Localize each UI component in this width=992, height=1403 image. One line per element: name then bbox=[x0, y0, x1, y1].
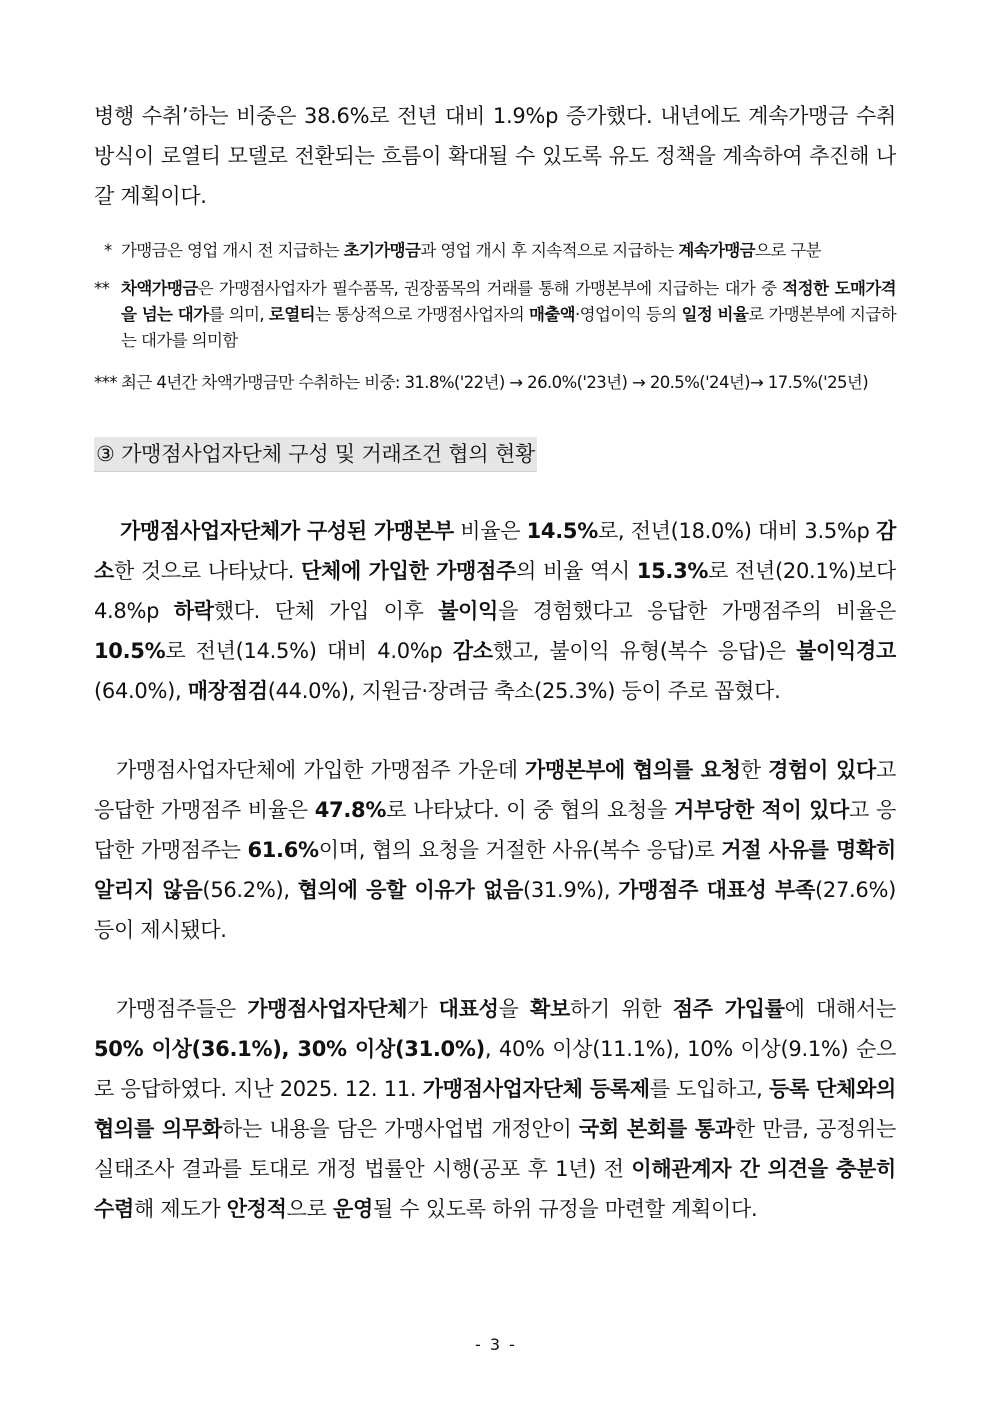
emphasis-text: 가맹점사업자단체 bbox=[247, 997, 408, 1021]
paragraph-3 bbox=[94, 989, 896, 1229]
emphasis-text: 불이익 bbox=[438, 599, 499, 623]
footnote-1 bbox=[104, 238, 896, 264]
body-text: 에 대해서는 bbox=[784, 997, 896, 1021]
body-text: 했다. 단체 가입 이후 bbox=[213, 599, 439, 623]
body-text: , 40% 이상(11.1%), 10% 이상(9.1%) 순으로 응답하였다. 지난 2025. 12. 11. bbox=[94, 1037, 896, 1101]
paragraph-line: 계속하여 추진해 나갈 계획이다. bbox=[94, 144, 896, 208]
emphasis-text: 감소 bbox=[94, 519, 896, 583]
footnote-text: 는 통상적으로 가맹점사업자의 bbox=[314, 305, 529, 324]
emphasis-text: 협의에 응할 이유가 없음 bbox=[297, 878, 523, 902]
footnote-emphasis: 로열티 bbox=[268, 305, 315, 324]
footnote-emphasis: 초기가맹금 bbox=[343, 241, 421, 260]
footnote-marker: ** bbox=[94, 279, 110, 298]
footnote-text: 최근 4년간 차액가맹금만 수취하는 비중: 31.8%('22년) → 26.0%('23년) → 20.5%('24년)→ 17.5%('25년) bbox=[121, 373, 869, 392]
body-text: (64.0%), bbox=[94, 679, 188, 703]
body-text: 한 만큼, 공정위는 실태조사 결과를 토대로 개정 법률안 시행(공포 후 1년) 전 bbox=[94, 1117, 896, 1181]
emphasis-text: 불이익경고 bbox=[796, 639, 896, 663]
emphasis-text: 가맹점사업자단체가 구성된 가맹본부 bbox=[120, 519, 454, 543]
emphasis-text: 안정적 bbox=[226, 1197, 287, 1221]
body-text: 될 수 있도록 하위 규정을 마련할 계획이다. bbox=[373, 1197, 758, 1221]
body-text: 하기 위한 bbox=[569, 997, 673, 1021]
body-text: 으로 bbox=[286, 1197, 334, 1221]
paragraph-2 bbox=[94, 750, 896, 950]
body-text: (31.9%), bbox=[522, 878, 619, 902]
footnote-marker: * bbox=[104, 241, 112, 260]
body-text: 해 제도가 bbox=[133, 1197, 227, 1221]
paragraph-1 bbox=[94, 511, 896, 711]
footnote-emphasis: 계속가맹금 bbox=[678, 241, 756, 260]
footnote-2 bbox=[94, 276, 897, 354]
emphasis-text: 등록 단체와의 협의를 의무화 bbox=[94, 1077, 896, 1141]
body-text: 가맹점사업자단체에 가입한 가맹점주 가운데 bbox=[116, 758, 526, 782]
emphasis-text: 50% 이상(36.1%), 30% 이상(31.0%) bbox=[94, 1037, 485, 1061]
footnote-emphasis: 차액가맹금 bbox=[121, 279, 198, 298]
body-text: (27.6%) 등이 제시됐다. bbox=[94, 878, 896, 942]
emphasis-text: 운영 bbox=[333, 1197, 373, 1221]
footnote-marker: *** bbox=[94, 373, 117, 392]
body-text: 비율은 bbox=[453, 519, 527, 543]
footnote-text: ·영업이익 등의 bbox=[575, 305, 682, 324]
paragraph-line: 병행 수취’하는 비중은 38.6%로 전년 대비 1.9%p 증가했다. 내년에도 계속가맹금 bbox=[94, 104, 849, 128]
body-text: 했고, 불이익 유형(복수 응답)은 bbox=[492, 639, 797, 663]
emphasis-text: 47.8% bbox=[314, 798, 387, 822]
footnote-3 bbox=[94, 370, 896, 396]
emphasis-text: 가맹점사업자단체 등록제 bbox=[422, 1077, 650, 1101]
paragraph-intro bbox=[94, 96, 896, 216]
emphasis-text: 거부당한 적이 있다 bbox=[673, 798, 850, 822]
emphasis-text: 가맹점주 대표성 부족 bbox=[618, 878, 815, 902]
emphasis-text: 가맹본부에 협의를 요청 bbox=[525, 758, 741, 782]
body-text: 한 것으로 나타났다. bbox=[114, 559, 302, 583]
body-text: 가맹점주들은 bbox=[116, 997, 248, 1021]
body-text: 로, 전년(18.0%) 대비 3.5%p bbox=[597, 519, 876, 543]
emphasis-text: 매장점검 bbox=[187, 679, 268, 703]
emphasis-text: 확보 bbox=[529, 997, 570, 1021]
body-text: 을 bbox=[498, 997, 530, 1021]
emphasis-text: 거절 사유를 명확히 알리지 않음 bbox=[94, 838, 896, 902]
footnote-text: 으로 구분 bbox=[755, 241, 822, 260]
section-heading: ③ 가맹점사업자단체 구성 및 거래조건 협의 현황 bbox=[94, 437, 537, 472]
footnote-emphasis: 매출액 bbox=[529, 305, 576, 324]
emphasis-text: 국회 본회를 통과 bbox=[578, 1117, 735, 1141]
paragraph-line: 수취방식이 로열티 모델로 전환되는 흐름이 확대될 수 있도록 유도 정책을 bbox=[94, 104, 896, 168]
body-text: (56.2%), bbox=[202, 878, 298, 902]
emphasis-text: 대표성 bbox=[438, 997, 499, 1021]
footnote-text: 과 영업 개시 후 지속적으로 지급하는 bbox=[420, 241, 679, 260]
body-text: 한 bbox=[740, 758, 769, 782]
body-text: 로 전년(14.5%) 대비 4.0%p bbox=[165, 639, 453, 663]
emphasis-text: 15.3% bbox=[636, 559, 709, 583]
body-text: 을 경험했다고 응답한 가맹점주의 비율은 bbox=[498, 599, 897, 623]
footnote-text: 은 가맹점사업자가 필수품목, 권장품목의 거래를 통해 가맹본부에 지급하는 대가 중 bbox=[197, 279, 783, 298]
emphasis-text: 단체에 가입한 가맹점주 bbox=[301, 559, 517, 583]
emphasis-text: 이해관계자 간 의견을 충분히 수렴 bbox=[94, 1157, 896, 1221]
body-text: 하는 내용을 담은 가맹사업법 개정안이 bbox=[221, 1117, 579, 1141]
emphasis-text: 61.6% bbox=[247, 838, 319, 862]
footnote-emphasis: 적정한 도매가격을 넘는 대가 bbox=[121, 279, 896, 324]
emphasis-text: 점주 가입률 bbox=[672, 997, 785, 1021]
body-text: 가 bbox=[407, 997, 439, 1021]
emphasis-text: 10.5% bbox=[94, 639, 166, 663]
body-text: (44.0%), 지원금·장려금 축소(25.3%) 등이 주로 꼽혔다. bbox=[267, 679, 781, 703]
footnote-text: 가맹금은 영업 개시 전 지급하는 bbox=[121, 241, 344, 260]
body-text: 로 전년(20.1%)보다 4.8%p bbox=[94, 559, 896, 623]
body-text: 이며, 협의 요청을 거절한 사유(복수 응답)로 bbox=[318, 838, 722, 862]
emphasis-text: 감소 bbox=[452, 639, 493, 663]
footnote-text: 로 가맹본부에 지급하는 대가를 의미함 bbox=[121, 305, 897, 350]
body-text: 를 도입하고, bbox=[649, 1077, 769, 1101]
body-text: 의 비율 역시 bbox=[516, 559, 637, 583]
emphasis-text: 14.5% bbox=[526, 519, 598, 543]
footnote-text: 를 의미, bbox=[208, 305, 269, 324]
body-text: 로 나타났다. 이 중 협의 요청을 bbox=[386, 798, 674, 822]
body-text: 고 응답한 가맹점주는 bbox=[94, 798, 896, 862]
body-text: 고 응답한 가맹점주 비율은 bbox=[94, 758, 896, 822]
emphasis-text: 경험이 있다 bbox=[768, 758, 876, 782]
emphasis-text: 하락 bbox=[173, 599, 214, 623]
page-number: - 3 - bbox=[475, 1335, 517, 1354]
footnote-emphasis: 일정 비율 bbox=[681, 305, 749, 324]
